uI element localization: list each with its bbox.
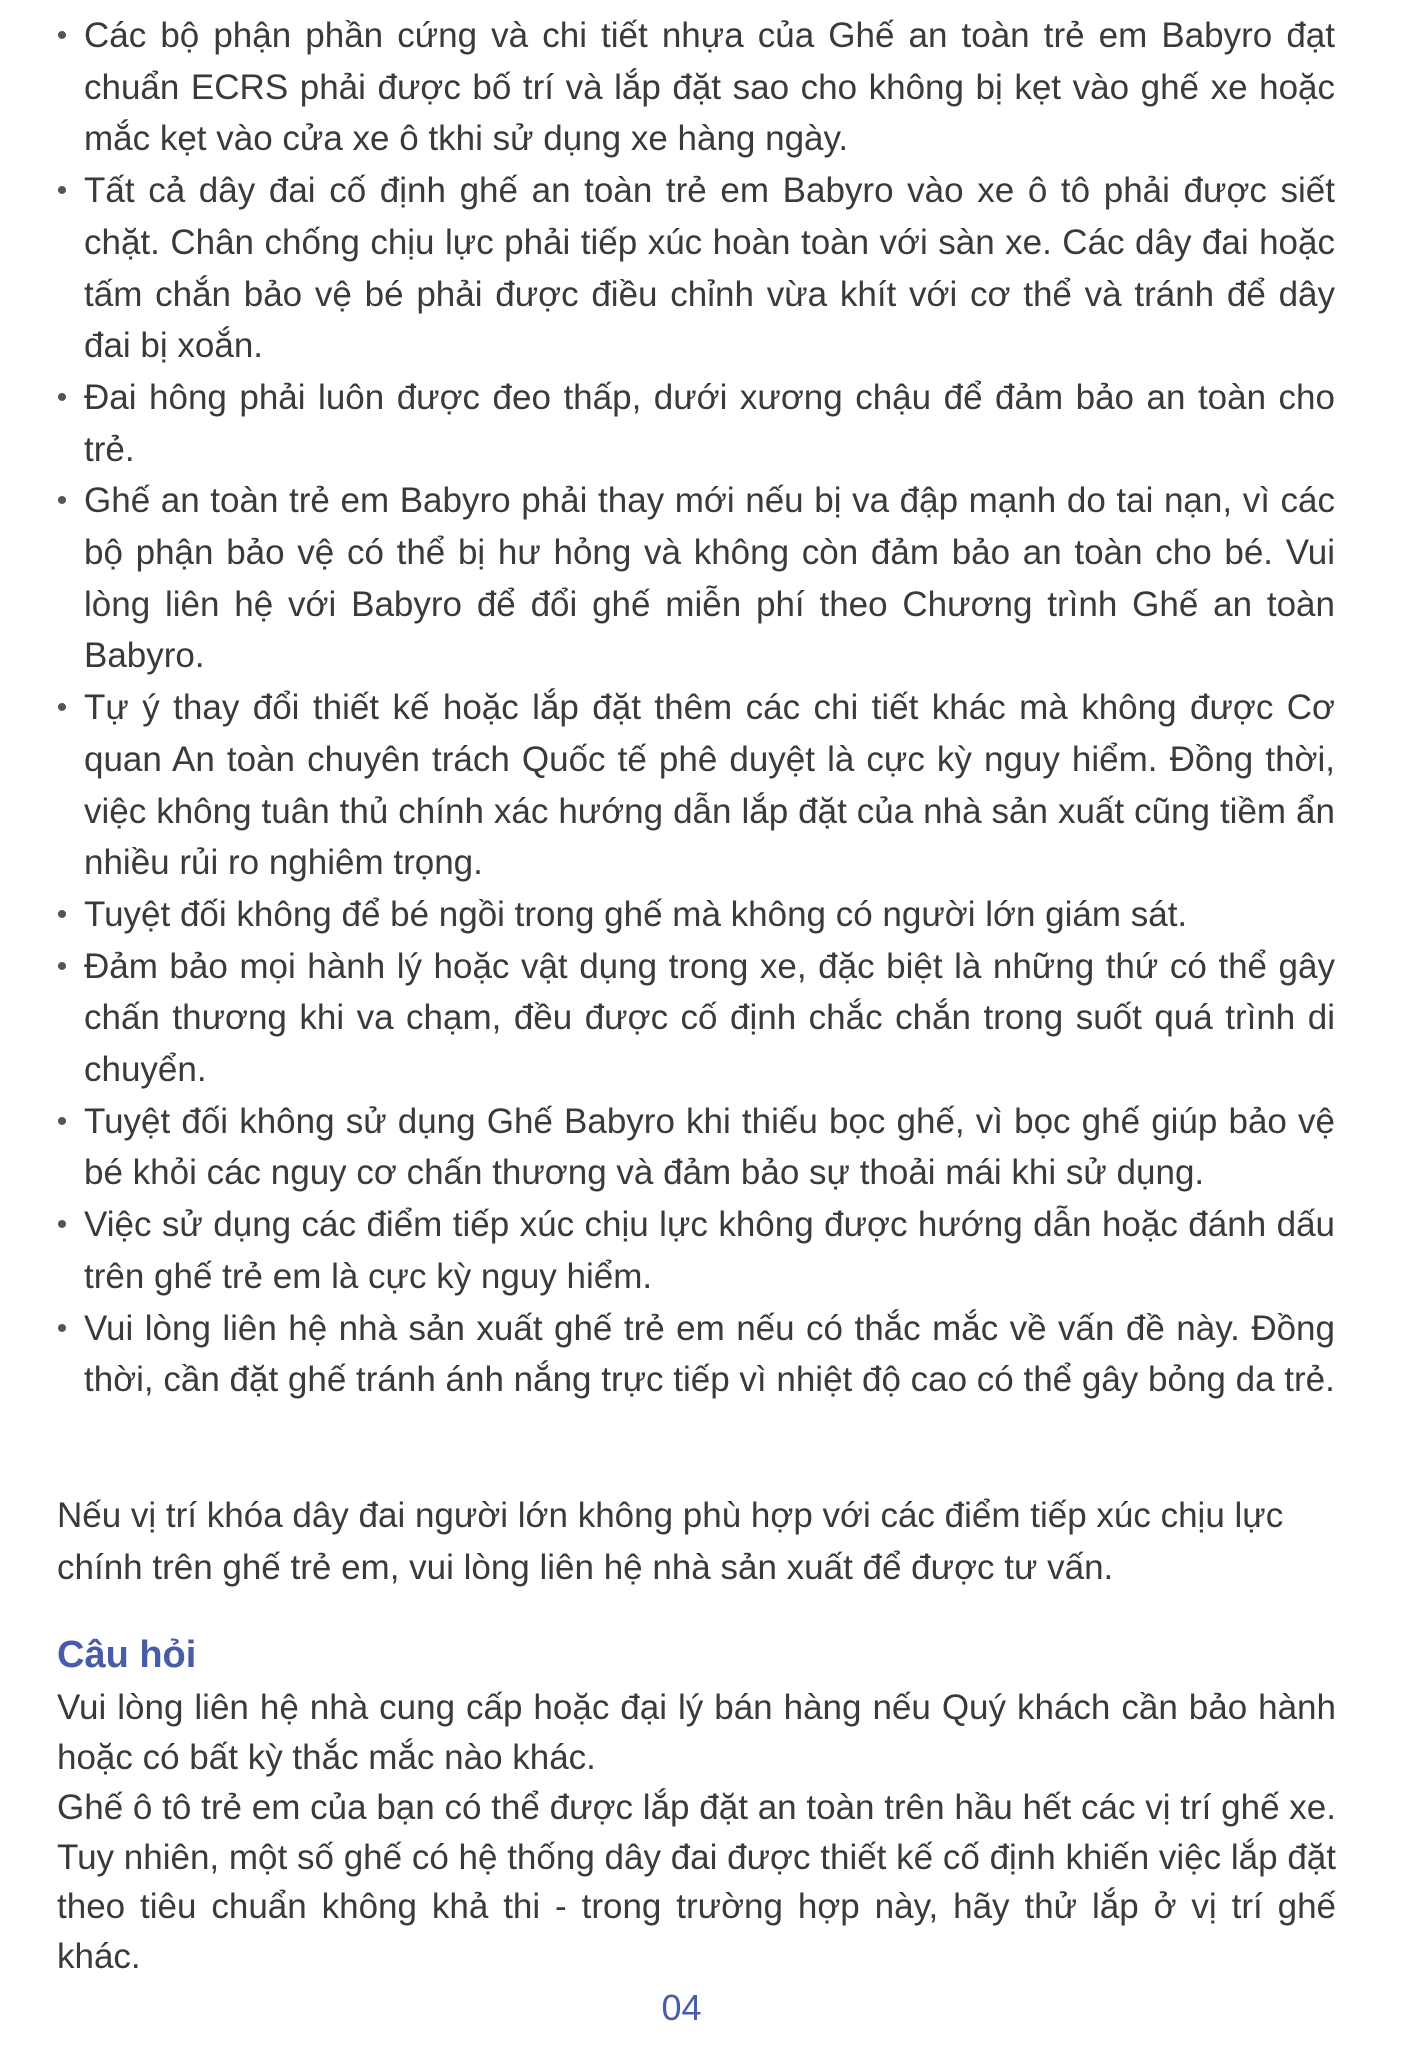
- bullet-item-seat-cover: [0, 1096, 1401, 1199]
- bullet-item-contact-sunlight: [0, 1303, 1401, 1406]
- bullet-text: Tuyệt đối không để bé ngồi trong ghế mà không có người lớn giám sát.: [84, 894, 1188, 934]
- bullet-item-straps: [0, 165, 1401, 372]
- belt-position-note: Nếu vị trí khóa dây đai người lớn không phù hợp với các điểm tiếp xúc chịu lực chính trên ghế trẻ em, vui lòng liên hệ nhà sản xuất để được tư vấn.: [57, 1496, 1284, 1587]
- bullet-icon: •: [56, 484, 68, 518]
- bullet-text: Đảm bảo mọi hành lý hoặc vật dụng trong xe, đặc biệt là những thứ có thể gây chấn thương khi va chạm, đều được cố định chắc chắn trong suốt quá trình di chuyển.: [84, 946, 1335, 1090]
- safety-bullet-list: [0, 10, 1401, 1406]
- bullet-text: Tất cả dây đai cố định ghế an toàn trẻ em Babyro vào xe ô tô phải được siết chặt. Chân chống chịu lực phải tiếp xúc hoàn toàn với sàn xe. Các dây đai hoặc tấm chắn bảo vệ bé phải được điều chỉnh vừa khít với cơ thể và tránh để dây đai bị xoắn.: [84, 171, 1335, 366]
- bullet-text: Tuyệt đối không sử dụng Ghế Babyro khi thiếu bọc ghế, vì bọc ghế giúp bảo vệ bé khỏi các nguy cơ chấn thương và đảm bảo sự thoải mái khi sử dụng.: [84, 1101, 1335, 1193]
- bullet-icon: •: [56, 691, 68, 725]
- bullet-item-hardware: [0, 10, 1401, 165]
- bullet-item-modifications: [0, 682, 1401, 889]
- questions-paragraph-warranty: Vui lòng liên hệ nhà cung cấp hoặc đại lý bán hàng nếu Quý khách cần bảo hành hoặc có bất kỳ thắc mắc nào khác.: [57, 1688, 1336, 1777]
- questions-heading: Câu hỏi: [57, 1634, 197, 1676]
- bullet-icon: •: [56, 380, 68, 414]
- bullet-icon: •: [56, 1311, 68, 1345]
- bullet-item-replace-after-accident: [0, 475, 1401, 682]
- bullet-icon: •: [56, 897, 68, 931]
- bullet-item-load-points: [0, 1199, 1401, 1302]
- bullet-icon: •: [56, 174, 68, 208]
- bullet-icon: •: [56, 1208, 68, 1242]
- bullet-icon: •: [56, 949, 68, 983]
- bullet-text: Ghế an toàn trẻ em Babyro phải thay mới nếu bị va đập mạnh do tai nạn, vì các bộ phận bảo vệ có thể bị hư hỏng và không còn đảm bảo an toàn cho bé. Vui lòng liên hệ với Babyro để đổi ghế miễn phí theo Chương trình Ghế an toàn Babyro.: [84, 481, 1335, 676]
- bullet-item-supervision: [0, 889, 1401, 941]
- bullet-icon: •: [56, 19, 68, 52]
- bullet-text: Đai hông phải luôn được đeo thấp, dưới xương chậu để đảm bảo an toàn cho trẻ.: [84, 377, 1335, 469]
- page-number: 04: [661, 1987, 702, 2028]
- bullet-item-luggage: [0, 941, 1401, 1096]
- bullet-text: Các bộ phận phần cứng và chi tiết nhựa của Ghế an toàn trẻ em Babyro đạt chuẩn ECRS phải được bố trí và lắp đặt sao cho không bị kẹt vào ghế xe hoặc mắc kẹt vào cửa xe ô tkhi sử dụng xe hàng ngày.: [84, 16, 1335, 159]
- bullet-text: Vui lòng liên hệ nhà sản xuất ghế trẻ em nếu có thắc mắc về vấn đề này. Đồng thời, cần đặt ghế tránh ánh nắng trực tiếp vì nhiệt độ cao có thể gây bỏng da trẻ.: [84, 1308, 1335, 1400]
- bullet-text: Việc sử dụng các điểm tiếp xúc chịu lực không được hướng dẫn hoặc đánh dấu trên ghế trẻ em là cực kỳ nguy hiểm.: [84, 1205, 1335, 1296]
- questions-paragraph-installation: Ghế ô tô trẻ em của bạn có thể được lắp đặt an toàn trên hầu hết các vị trí ghế xe. Tuy nhiên, một số ghế có hệ thống dây đai được thiết kế cố định khiến việc lắp đặt theo tiêu chuẩn không khả thi - trong trường hợp này, hãy thử lắp ở vị trí ghế khác.: [57, 1788, 1336, 1976]
- bullet-text: Tự ý thay đổi thiết kế hoặc lắp đặt thêm các chi tiết khác mà không được Cơ quan An toàn chuyên trách Quốc tế phê duyệt là cực kỳ nguy hiểm. Đồng thời, việc không tuân thủ chính xác hướng dẫn lắp đặt của nhà sản xuất cũng tiềm ẩn nhiều rủi ro nghiêm trọng.: [84, 688, 1335, 883]
- bullet-item-lap-belt: [0, 372, 1401, 475]
- bullet-icon: •: [56, 1104, 68, 1138]
